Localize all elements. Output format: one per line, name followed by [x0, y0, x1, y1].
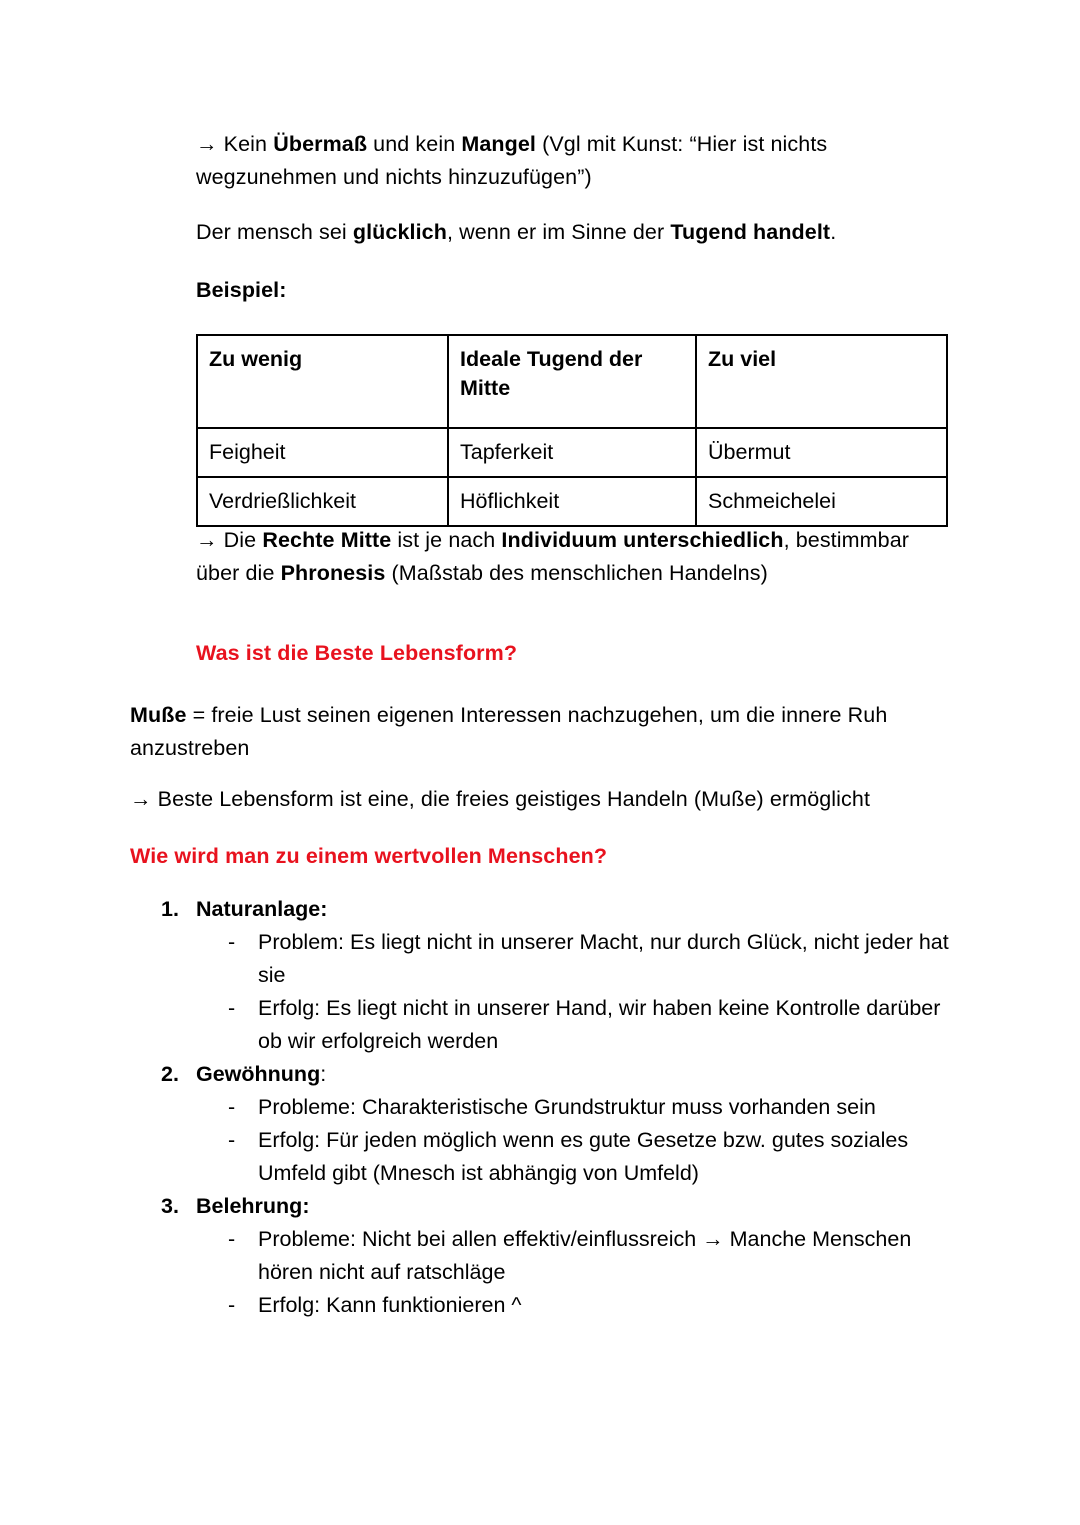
list-item-title: Naturanlage: [196, 897, 328, 921]
sub-list-item-text: Erfolg: Für jeden möglich wenn es gute Gesetze bzw. gutes soziales Umfeld gibt (Mnesch ist abhängig von Umfeld) [258, 1128, 909, 1185]
paragraph-rechte-mitte [196, 524, 926, 590]
table-cell: Höflichkeit [448, 477, 696, 526]
list-item-title: Belehrung: [196, 1194, 310, 1218]
gluecklich-bold-2: Tugend handelt [670, 220, 831, 244]
gluecklich-bold-1: glücklich [352, 220, 447, 244]
list-item-heading [150, 893, 970, 926]
uebermass-text-1: Kein [217, 132, 274, 156]
dash-marker: - [228, 996, 236, 1020]
list-item-heading [150, 1058, 970, 1091]
sub-list-item [150, 1091, 970, 1124]
table-header-ideale-mitte: Ideale Tugend der Mitte [448, 335, 696, 428]
sub-list-item-text: Probleme: Charakteristische Grundstruktur muss vorhanden sein [258, 1095, 876, 1119]
list-item-number: 1. [161, 897, 179, 921]
table-cell: Tapferkeit [448, 428, 696, 477]
table-row [197, 428, 947, 477]
sub-list [150, 1223, 970, 1322]
gluecklich-text-1: Der mensch sei [196, 220, 353, 244]
table-cell: Schmeichelei [696, 477, 947, 526]
paragraph-uebermass [196, 128, 856, 194]
table-cell: Feigheit [197, 428, 448, 477]
sub-list-item [150, 1223, 970, 1289]
list-item [150, 1058, 970, 1190]
gluecklich-text-2: , wenn er im Sinne der [446, 220, 671, 244]
uebermass-text-3: (Vgl mit Kunst: “Hier ist nichts wegzunehmen und nichts hinzuzufügen”) [196, 132, 828, 189]
rechte-mitte-text-2: ist je nach [391, 528, 502, 552]
dash-marker: - [228, 930, 236, 954]
beispiel-label: Beispiel: [196, 278, 287, 302]
sub-list-item-text: Erfolg: Es liegt nicht in unserer Hand, wir haben keine Kontrolle darüber ob wir erfolgreich werden [258, 996, 941, 1053]
paragraph-gluecklich [196, 216, 916, 249]
virtue-table [196, 334, 948, 527]
table-header-zu-viel: Zu viel [696, 335, 947, 428]
sub-list [150, 1091, 970, 1190]
dash-marker: - [228, 1293, 236, 1317]
list-item [150, 893, 970, 1058]
table-cell: Übermut [696, 428, 947, 477]
sub-list-item-text: Problem: Es liegt nicht in unserer Macht, nur durch Glück, nicht jeder hat sie [258, 930, 949, 987]
list-item-heading [150, 1190, 970, 1223]
uebermass-bold-2: Mangel [461, 132, 537, 156]
sub-list-item-text: Erfolg: Kann funktionieren ^ [258, 1293, 522, 1317]
numbered-list [150, 893, 970, 1322]
uebermass-text-2: und kein [367, 132, 462, 156]
sub-list-item [150, 926, 970, 992]
sub-list-item [150, 1124, 970, 1190]
list-item-number: 3. [161, 1194, 179, 1218]
rechte-mitte-text-4: (Maßstab des menschlichen Handelns) [385, 561, 768, 585]
table-cell: Verdrießlichkeit [197, 477, 448, 526]
rechte-mitte-bold-3: Phronesis [280, 561, 386, 585]
sub-list-item [150, 992, 970, 1058]
table-row [197, 477, 947, 526]
dash-marker: - [228, 1128, 236, 1152]
list-item [150, 1190, 970, 1322]
paragraph-musse [130, 699, 920, 765]
virtue-table-wrapper [196, 334, 946, 527]
dash-marker: - [228, 1095, 236, 1119]
beste-lebensform-text-1: Beste Lebensform ist eine, die freies geistiges Handeln (Muße) ermöglicht [151, 787, 871, 811]
arrow-glyph: → [196, 132, 218, 156]
arrow-glyph: → [130, 787, 152, 811]
list-item-title: Gewöhnung [196, 1062, 321, 1086]
musse-text-1: = freie Lust seinen eigenen Interessen nachzugehen, um die innere Ruh anzustreben [130, 703, 888, 760]
arrow-glyph: → [196, 528, 218, 552]
musse-bold-1: Muße [130, 703, 187, 727]
gluecklich-text-3: . [830, 220, 837, 244]
sub-list-item-text: Probleme: Nicht bei allen effektiv/einflussreich → Manche Menschen hören nicht auf ratschläge [258, 1227, 912, 1284]
table-header-row [197, 335, 947, 428]
rechte-mitte-bold-2: Individuum unterschiedlich [501, 528, 784, 552]
uebermass-bold-1: Übermaß [273, 132, 368, 156]
list-item-number: 2. [161, 1062, 179, 1086]
rechte-mitte-bold-1: Rechte Mitte [262, 528, 392, 552]
sub-list [150, 926, 970, 1058]
heading-beste-lebensform: Was ist die Beste Lebensform? [196, 641, 518, 665]
dash-marker: - [228, 1227, 236, 1251]
rechte-mitte-text-3: , bestimmbar über die [196, 528, 910, 585]
paragraph-beste-lebensform [130, 783, 950, 816]
table-header-zu-wenig: Zu wenig [197, 335, 448, 428]
sub-list-item [150, 1289, 970, 1322]
heading-wertvoller-mensch: Wie wird man zu einem wertvollen Menschen? [130, 844, 608, 868]
rechte-mitte-text-1: Die [217, 528, 263, 552]
list-item-title-suffix: : [320, 1062, 327, 1086]
